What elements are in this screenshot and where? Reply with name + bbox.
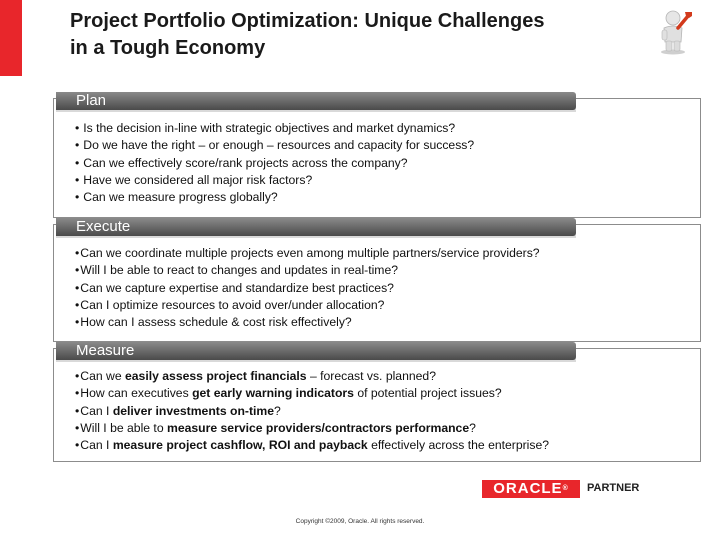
list-item-emphasis: measure project cashflow, ROI and payback <box>112 438 368 453</box>
plan-list <box>75 120 474 206</box>
measure-heading: Measure <box>56 342 576 360</box>
list-item-text: Do we have the right – or enough – resources and capacity for success? <box>83 138 475 153</box>
bullet: • <box>75 155 80 170</box>
bullet: • <box>75 386 80 401</box>
bullet: • <box>75 297 80 312</box>
list-item <box>75 420 549 437</box>
bullet: • <box>75 403 80 418</box>
measure-list <box>75 368 549 454</box>
bullet: • <box>75 280 80 295</box>
list-item-text: How can executives <box>80 386 193 401</box>
list-item <box>75 368 549 385</box>
list-item-text: Will I be able to <box>80 420 167 435</box>
list-item-emphasis: measure service providers/contractors performance <box>167 420 470 435</box>
list-item <box>75 437 549 454</box>
list-item <box>75 403 549 420</box>
registered-mark: ® <box>562 485 569 492</box>
list-item <box>75 137 474 154</box>
list-item <box>75 262 540 279</box>
execute-section <box>53 218 701 340</box>
list-item <box>75 314 540 331</box>
plan-section <box>53 92 701 216</box>
list-item <box>75 245 540 262</box>
list-item-emphasis: get early warning indicators <box>192 386 354 401</box>
list-item-text: of potential project issues? <box>353 386 502 401</box>
list-item-emphasis: deliver investments on-time <box>112 403 275 418</box>
oracle-logo-text: ORACLE <box>493 480 563 497</box>
list-item <box>75 172 474 189</box>
list-item-text: Can I optimize resources to avoid over/under allocation? <box>80 297 385 312</box>
list-item <box>75 297 540 314</box>
bullet: • <box>75 121 80 135</box>
execute-list <box>75 245 540 331</box>
list-item-text: Can we capture expertise and standardize best practices? <box>80 280 394 295</box>
list-item-text: Can I <box>80 438 113 453</box>
bullet: • <box>75 315 80 330</box>
list-item <box>75 280 540 297</box>
title-line-2: in a Tough Economy <box>70 37 266 59</box>
list-item-text: Is the decision in-line with strategic objectives and market dynamics? <box>83 121 456 135</box>
bullet: • <box>75 420 80 435</box>
title-line-1: Project Portfolio Optimization: Unique Challenges <box>70 10 545 32</box>
measure-section <box>53 342 701 460</box>
bullet: • <box>75 246 80 260</box>
page-title <box>70 8 650 62</box>
bullet: • <box>75 190 80 205</box>
list-item <box>75 385 549 402</box>
bullet: • <box>75 263 80 278</box>
plan-heading: Plan <box>56 92 576 110</box>
list-item-text: effectively across the enterprise? <box>367 438 550 453</box>
list-item-text: ? <box>469 420 476 435</box>
list-item-text: Can we coordinate multiple projects even among multiple partners/service providers? <box>80 246 540 260</box>
person-with-wrench-icon <box>648 6 698 56</box>
list-item-text: Can we <box>80 369 125 383</box>
list-item-text: – forecast vs. planned? <box>306 369 436 383</box>
list-item-text: ? <box>274 403 281 418</box>
list-item-text: Can we measure progress globally? <box>83 190 278 205</box>
execute-heading: Execute <box>56 218 576 236</box>
list-item-emphasis: easily assess project financials <box>125 369 307 383</box>
list-item <box>75 189 474 206</box>
accent-red-bar <box>0 0 22 76</box>
list-item-text: Can we effectively score/rank projects across the company? <box>83 155 408 170</box>
list-item-text: How can I assess schedule & cost risk effectively? <box>80 315 352 330</box>
list-item-text: Will I be able to react to changes and updates in real-time? <box>80 263 399 278</box>
bullet: • <box>75 138 80 153</box>
copyright-notice: Copyright ©2009, Oracle. All rights reserved. <box>295 518 425 525</box>
partner-label: PARTNER <box>587 482 640 494</box>
list-item-text: Have we considered all major risk factors? <box>83 172 313 187</box>
oracle-logo <box>482 480 580 498</box>
list-item-text: Can I <box>80 403 113 418</box>
bullet: • <box>75 369 80 383</box>
list-item <box>75 155 474 172</box>
bullet: • <box>75 438 80 453</box>
bullet: • <box>75 172 80 187</box>
list-item <box>75 120 474 137</box>
